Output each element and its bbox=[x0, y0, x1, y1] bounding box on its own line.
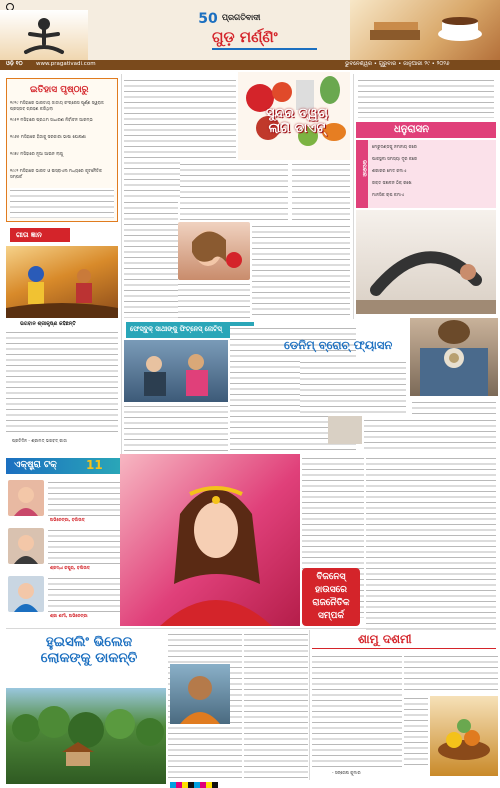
history-item: ୧୯୬୫ ମସିହାରେ ହିନ୍ଦୀକୁ ସରକାରୀ ଭାଷା ଘୋଷଣା bbox=[10, 134, 87, 139]
extra-talk-title: ଏକ୍‌ଷ୍ଟ୍ରା ଟକ୍‌ bbox=[14, 460, 57, 470]
gita-title: ଗୀତା ଜ୍ଞାନ bbox=[16, 231, 42, 239]
beauty-title bbox=[250, 106, 344, 136]
shami-title: ଶାମୁ ଦଶମୀ bbox=[358, 632, 412, 646]
yoga-intro-body bbox=[358, 110, 494, 118]
bridal-title-line4: ସମ୍ପର୍କ bbox=[318, 611, 344, 621]
extra-talk-name-1: ଅଭିନେତ୍ରୀ, ବଲିଉଡ୍ bbox=[50, 517, 85, 522]
beauty-text-bottom-right bbox=[252, 224, 350, 318]
yoga-benefit-item: ପାକସ୍ଥଳୀ ସମସ୍ୟା ଦୂର କରେ bbox=[372, 156, 418, 161]
brooch-denim-icon bbox=[410, 318, 498, 396]
yoga-benefit-item: ମାନସିକ ଚାପ କମାଏ bbox=[372, 192, 405, 197]
fashion-text-left bbox=[300, 360, 406, 416]
fashion-bullets bbox=[364, 418, 496, 450]
forest-title-line2: ଲୋକଙ୍କୁ ଡାକନ୍ତି bbox=[40, 650, 138, 666]
man-portrait-image bbox=[170, 664, 230, 724]
extra-talk-avatar bbox=[8, 528, 44, 564]
bridal-image bbox=[120, 454, 300, 626]
beauty-title-line2: ଲାଗି ଡାଏଟ୍ bbox=[268, 121, 326, 136]
forest-title bbox=[14, 634, 164, 666]
section-rule bbox=[6, 628, 496, 629]
masthead-logo-panel bbox=[0, 10, 88, 60]
date-line: ଭୁବନେଶ୍ୱର • ଗୁରୁବାର • ଜାନୁଆରୀ ୨୯ • ୨୦୨୬ bbox=[345, 61, 450, 67]
extra-talk-quote-2 bbox=[48, 528, 120, 564]
shami-credit: - ସନ୍ତୋଷ କୁମାର bbox=[332, 770, 361, 775]
people-at-desk-icon bbox=[124, 340, 228, 402]
coffee-cup-icon bbox=[350, 0, 500, 60]
facebook-title: ଫେସ୍‌ବୁକ୍‌ ସାଥୀଙ୍କୁ ଫିଟ୍‌ନେସ୍‌ ନୋଟିସ୍‌ bbox=[130, 325, 222, 333]
meditation-figure-icon bbox=[0, 10, 88, 60]
extra-talk-quote-3 bbox=[48, 576, 120, 612]
history-item: ୧୯୫୧ ମସିହାରେ ପ୍ରଥମ ସାଧାରଣ ନିର୍ବାଚନ ଆରମ୍ଭ bbox=[10, 117, 93, 122]
forest-text-col-2 bbox=[244, 632, 308, 782]
woman-portrait-icon bbox=[178, 222, 250, 280]
forest-village-icon bbox=[6, 688, 166, 784]
shami-text-col-1 bbox=[312, 654, 402, 768]
krishna-arjuna-chariot-icon bbox=[6, 246, 118, 318]
extra-talk-name-3: ଶ୍ରୀ ଶର୍ମା, ଅଭିନେତ୍ରୀ bbox=[50, 613, 88, 618]
shami-text-col-3 bbox=[404, 696, 428, 768]
brooch-product-image bbox=[328, 416, 362, 444]
beauty-text-right bbox=[292, 162, 350, 222]
column-rule bbox=[121, 74, 122, 454]
extra-talk-quote-1 bbox=[48, 480, 120, 516]
extra-talk-name-2: ଶ୍ରଦ୍ଧା କପୁର୍, ବଲିଉଡ୍ bbox=[50, 565, 90, 570]
section-title: ଗୁଡ଼ ମର୍ଣ୍ଣିଂ bbox=[212, 28, 278, 46]
gita-credit: ପ୍ରତିଦିନ - ଶ୍ରୀମଦ୍ ଭଗବଦ୍ ଗୀତା bbox=[12, 438, 67, 443]
fashion-text-right bbox=[412, 400, 496, 416]
yoga-benefit-item: ମେରୁଦଣ୍ଡକୁ ନମନୀୟ କରେ bbox=[372, 144, 417, 149]
beauty-text-left bbox=[180, 162, 288, 222]
brand-title: ପ୍ରଗତିବାଦୀ bbox=[222, 13, 261, 22]
masthead-still-life-image bbox=[350, 0, 500, 60]
forest-image bbox=[6, 688, 166, 784]
page-number: ଓଡ଼ି ୧୦ bbox=[6, 61, 23, 67]
yoga-side-label: ଉପକାର bbox=[361, 160, 367, 177]
bridal-title-line2: ହାଉସରେ bbox=[315, 585, 347, 595]
history-list bbox=[10, 100, 114, 185]
extra-talk-number: 11 bbox=[86, 458, 103, 472]
history-body-text bbox=[10, 188, 114, 218]
bridal-title-line1: ବିଜନେସ୍ bbox=[316, 572, 346, 582]
column-rule bbox=[353, 74, 354, 319]
fashion-title: ଡେନିମ୍ ବ୍ରୋଚ୍ ଫ୍ୟାସନ bbox=[284, 338, 393, 352]
facebook-image bbox=[124, 340, 228, 402]
yoga-title: ଧନୁରାସନ bbox=[394, 124, 430, 135]
shami-title-rule bbox=[312, 648, 496, 649]
history-item: ୧୯୭୯ ମସିହାରେ ନୂଆ ଆଇନ ଲାଗୁ bbox=[10, 151, 64, 156]
facebook-body-text bbox=[124, 404, 228, 454]
history-item: ୧୯୯୨ ମସିହାରେ ଭାରତ ଓ ଇସ୍ରାଏଲ ମଧ୍ୟରେ କୂଟନୈତିକ ସମ୍ପର୍କ bbox=[10, 168, 103, 179]
history-title: ଇତିହାସ ପୃଷ୍ଠାରୁ bbox=[30, 85, 89, 95]
history-item: ୧୯୨୯ ମସିହାରେ ଭାରତୀୟ ଜାତୀୟ କଂଗ୍ରେସ ପୂର୍ଣ୍ଣ ସ୍ୱରାଜ ପ୍ରସ୍ତାବ ଗ୍ରହଣ କରିଥିଲା bbox=[10, 100, 104, 111]
print-color-bar bbox=[170, 782, 330, 788]
yoga-benefit-item: ରକ୍ତ ସଞ୍ଚାଳନ ଠିକ୍ ରଖେ bbox=[372, 180, 412, 185]
gita-caption: ଭଗବାନ ଶ୍ରୀକୃଷ୍ଣ କହିଛନ୍ତି bbox=[20, 321, 76, 327]
center-col-text bbox=[124, 200, 178, 318]
actress-portrait-icon bbox=[8, 480, 44, 516]
man-portrait-icon bbox=[170, 664, 230, 724]
gita-painting bbox=[6, 246, 118, 318]
extra-talk-avatar bbox=[8, 576, 44, 612]
actress-portrait-icon bbox=[8, 528, 44, 564]
yoga-benefit-list bbox=[372, 144, 492, 204]
beauty-text-bottom-left bbox=[178, 282, 250, 318]
bridal-text-col-2 bbox=[366, 456, 496, 630]
forest-title-line1: ହୁଇସଲିଂ ଭିଲେଜ bbox=[45, 634, 133, 650]
beauty-title-line1: ସୁନ୍ଦର ତ୍ୱଚା bbox=[265, 106, 329, 121]
fashion-image bbox=[410, 318, 498, 396]
yoga-pose-image bbox=[356, 210, 496, 314]
yoga-benefit-item: ଶରୀରର ମେଦ କମାଏ bbox=[372, 168, 407, 173]
anniversary-number: 50 bbox=[198, 11, 218, 27]
anniversary-badge bbox=[198, 8, 218, 26]
gita-body-text bbox=[6, 330, 118, 436]
section-title-underline bbox=[212, 48, 317, 50]
column-rule bbox=[309, 630, 310, 780]
color-swatch bbox=[212, 782, 218, 788]
website-link[interactable]: www.pragativadi.com bbox=[36, 61, 96, 67]
woman-eating-image bbox=[178, 222, 250, 280]
shami-text-col-2 bbox=[404, 654, 498, 694]
bow-pose-figure-icon bbox=[356, 210, 496, 314]
extra-talk-avatar bbox=[8, 480, 44, 516]
actress-portrait-icon bbox=[8, 576, 44, 612]
bridal-title-line3: ରାଜନୈତିକ bbox=[312, 598, 350, 608]
festival-food-icon bbox=[430, 696, 498, 776]
bride-portrait-icon bbox=[120, 454, 300, 626]
festival-food-image bbox=[430, 696, 498, 776]
bridal-title bbox=[304, 571, 358, 623]
